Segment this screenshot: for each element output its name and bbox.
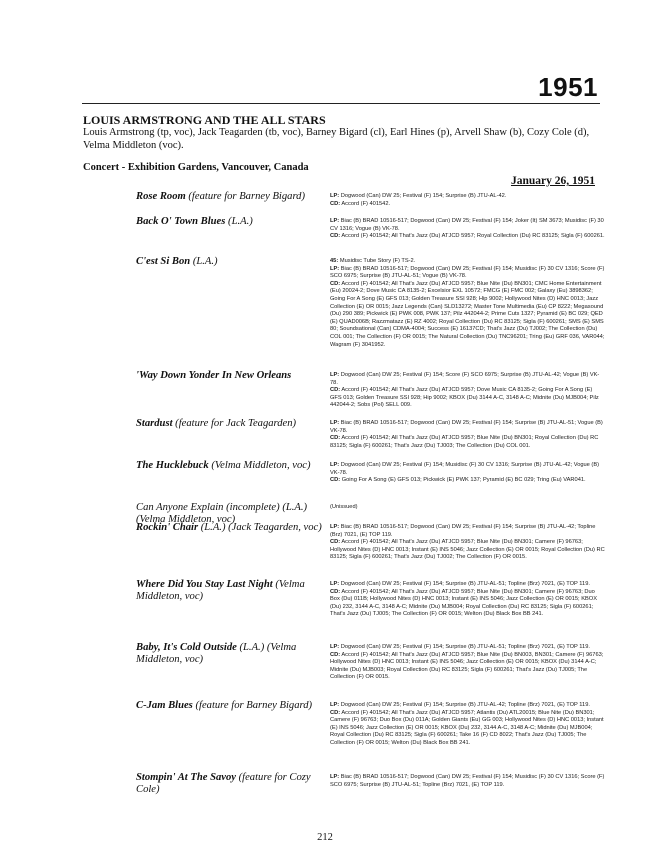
- track-title-block: [136, 418, 334, 430]
- format-label: LP:: [330, 524, 340, 530]
- issue-text: Dogwood (Can) DW 25; Festival (F) 154; Surprise (B) JTU-AL-42; Topline (Brz) 7021, (E) TOP 119.: [340, 702, 590, 708]
- format-label: CD:: [330, 477, 341, 484]
- format-label: CD:: [330, 539, 341, 546]
- issue-line: [330, 702, 605, 710]
- track-title: C-Jam Blues: [136, 700, 193, 711]
- track-title: Stompin' At The Savoy: [136, 772, 236, 783]
- track-title-block: [136, 216, 334, 228]
- format-label: 45:: [330, 258, 339, 264]
- issue-line: [330, 581, 605, 589]
- issue-line: [330, 372, 605, 387]
- issue-text: Accord (F) 401542.: [341, 200, 391, 207]
- issue-text: Biac (B) BRAD 10516-517; Dogwood (Can) DW 25; Festival (F) 154; Musidisc (F) 30 CV 1316; Score (F) SCO 6975; Surprise (B) JTU-AL-51; Vogue (B) VK-78.: [330, 265, 605, 280]
- issue-list: [330, 372, 605, 410]
- issue-line: [330, 218, 605, 233]
- issue-text: Dogwood (Can) DW 25; Festival (F) 154; Surprise (B) JTU-AL-51; Topline (Brz) 7021, (E) TOP 119.: [340, 644, 590, 650]
- track-note: (L.A.): [228, 216, 253, 227]
- format-label: LP:: [330, 193, 340, 199]
- issue-text: Accord (F) 401542; All That's Jazz (Du) ATJCD 5957; Atlantis (Du) ATL20015; Blue Nite (Du) BN301; Camere (F) 96763; Duo Box (Du) 011A; Golden Giants (Eu) GG 003; Hollywood Nites (D) HNC 0013; Instant (E) INS 5046; Jazz Collection (E) OR 0015; KBOX (Du) 232, 3144 A-C, 3148 A-C; Midnite (Du) MJB004; Royal Collection (Du) RC 83125; Sigla (F) 600261; Take 16 (F) CD 8022; That's Jazz (Du) TJ005; The Collection (F) OR 0015; Welton (Du) Black Box BB 241.: [330, 709, 604, 746]
- session-date: January 26, 1951: [510, 175, 595, 187]
- issue-list: [330, 193, 605, 208]
- issue-line: [330, 539, 605, 562]
- format-label: CD:: [330, 280, 341, 287]
- track-title-block: [136, 460, 334, 472]
- band-title: LOUIS ARMSTRONG AND THE ALL STARS: [83, 113, 326, 127]
- issue-list: [330, 258, 605, 349]
- issue-text: Biac (B) BRAD 10516-517; Dogwood (Can) DW 25; Festival (F) 154; Musidisc (F) 30 CV 1316; Score (F) SCO 6975; Surprise (B) JTU-AL-51; Topline (Brz) 7021, (E) TOP 119.: [330, 774, 605, 788]
- format-label: LP:: [330, 644, 340, 650]
- issue-line: [330, 387, 605, 410]
- year-heading: 1951: [538, 72, 598, 102]
- issue-line: [330, 504, 605, 512]
- issue-line: [330, 589, 605, 619]
- issue-text: Going For A Song (E) GFS 013; Pickwick (E) PWK 137; Pyramid (E) BC 029; Tring (Eu) VAR041.: [341, 477, 586, 484]
- issue-list: [330, 774, 605, 789]
- format-label: CD:: [330, 651, 341, 658]
- issue-line: [330, 477, 605, 485]
- issue-list: [330, 581, 605, 619]
- track-title-block: [136, 522, 334, 534]
- track-title: 'Way Down Yonder In New Orleans: [136, 370, 292, 381]
- issue-line: [330, 462, 605, 477]
- issue-list: [330, 524, 605, 562]
- issue-line: [330, 652, 605, 682]
- track-note: (feature for Barney Bigard): [188, 191, 306, 202]
- page-number: 212: [317, 832, 333, 843]
- issue-list: [330, 420, 605, 450]
- issue-list: [330, 504, 605, 512]
- issue-text: Biac (B) BRAD 10516-517; Dogwood (Can) DW 25; Festival (F) 154; Surprise (B) JTU-AL-42; Topline (Brz) 7021, (E) TOP 119.: [330, 524, 596, 538]
- track-note: (feature for Cozy Cole): [136, 772, 311, 795]
- issue-line: [330, 266, 605, 281]
- issue-list: [330, 702, 605, 748]
- track-title: Back O' Town Blues: [136, 216, 226, 227]
- issue-list: [330, 644, 605, 682]
- issue-text: Biac (B) BRAD 10516-517; Dogwood (Can) DW 25; Festival (F) 154; Joker (It) SM 3673; Musidisc (F) 30 CV 1316; Vogue (B) VK-78.: [330, 218, 604, 232]
- format-label: CD:: [330, 233, 341, 240]
- track-note: (Velma Middleton, voc): [211, 460, 311, 471]
- issue-line: [330, 233, 605, 241]
- format-label: CD:: [330, 709, 341, 716]
- track-title: Can Anyone Explain (incomplete): [136, 502, 280, 513]
- track-note: (L.A.): [192, 256, 218, 267]
- format-label: CD:: [330, 200, 341, 207]
- track-title-block: [136, 256, 334, 268]
- issue-text: (Unissued): [330, 504, 358, 510]
- issue-text: Dogwood (Can) DW 25; Festival (F) 154; Score (F) SCO 6975; Surprise (B) JTU-AL-42; Vogue (B) VK-78.: [330, 372, 600, 386]
- track-note: (feature for Barney Bigard): [195, 700, 313, 711]
- track-title-block: [136, 191, 334, 203]
- issue-text: Accord (F) 401542; All That's Jazz (Du) ATJCD 5957; Blue Nite (Du) BN301; Camere (F) 96763; Hollywood Nites (D) HNC 0013; Instant (E) INS 5046; Jazz Collection (E) OR 0015; Royal Collection (Du) RC 83125; Sigla (F) 600261; That's Jazz (Du) TJ002; The Collection (F) OR 0015.: [330, 539, 605, 561]
- issue-line: [330, 420, 605, 435]
- issue-text: Dogwood (Can) DW 25; Festival (F) 154; Surprise (B) JTU-AL-51; Topline (Brz) 7021, (E) TOP 119.: [340, 581, 590, 587]
- track-note: (L.A.) (Jack Teagarden, voc): [200, 522, 322, 533]
- track-note: (feature for Jack Teagarden): [175, 418, 297, 429]
- issue-text: Musidisc Tube Story (F) TS-2.: [339, 258, 416, 264]
- header-rule: [82, 103, 600, 104]
- track-title: C'est Si Bon: [136, 256, 191, 267]
- issue-line: [330, 258, 605, 266]
- issue-list: [330, 462, 605, 485]
- track-title: Rockin' Chair: [136, 522, 199, 533]
- issue-line: [330, 435, 605, 450]
- issue-text: Dogwood (Can) DW 25; Festival (F) 154; Musidisc (F) 30 CV 1316; Surprise (B) JTU-AL-42; Vogue (B) VK-78.: [330, 462, 600, 476]
- issue-line: [330, 281, 605, 349]
- issue-text: Biac (B) BRAD 10516-517; Dogwood (Can) DW 25; Festival (F) 154; Surprise (B) JTU-AL-51; Vogue (B) VK-78.: [330, 420, 603, 434]
- format-label: LP:: [330, 581, 340, 587]
- issue-text: Dogwood (Can) DW 25; Festival (F) 154; Surprise (B) JTU-AL-42.: [340, 193, 507, 199]
- format-label: CD:: [330, 387, 341, 394]
- format-label: LP:: [330, 372, 340, 378]
- format-label: LP:: [330, 774, 340, 780]
- personnel-list: Louis Armstrong (tp, voc), Jack Teagarden (tb, voc), Barney Bigard (cl), Earl Hines (p), Arvell Shaw (b), Cozy Cole (d), Velma Middleton (voc).: [83, 127, 590, 151]
- track-title-block: [136, 772, 334, 796]
- format-label: CD:: [330, 435, 341, 442]
- track-note: (L.A.) (Velma Middleton, voc): [136, 502, 308, 525]
- format-label: LP:: [330, 420, 340, 426]
- track-title: Baby, It's Cold Outside: [136, 642, 237, 653]
- track-title: The Hucklebuck: [136, 460, 209, 471]
- issue-text: Accord (F) 401542; All That's Jazz (Du) ATJCD 5957; Royal Collection (Du) RC 83125; Sigla (F) 600261.: [341, 233, 605, 240]
- issue-list: [330, 218, 605, 241]
- issue-line: [330, 193, 605, 201]
- format-label: LP:: [330, 702, 340, 708]
- concert-location: Concert - Exhibition Gardens, Vancouver, Canada: [83, 162, 309, 173]
- track-title-block: [136, 579, 334, 603]
- issue-line: [330, 201, 605, 209]
- issue-line: [330, 524, 605, 539]
- issue-line: [330, 710, 605, 748]
- issue-line: [330, 774, 605, 789]
- track-title: Where Did You Stay Last Night: [136, 579, 273, 590]
- issue-text: Accord (F) 401542; All That's Jazz (Du) ATJCD 5957; Blue Nite (Du) BN003, BN301; Camere (F) 96763; Hollywood Nites (D) HNC 0013; Instant (E) INS 5046; Jazz Collection (E) OR 0015; KBOX (Du) 3144 A-C; Midnite (Du) MJB003; Royal Collection (Du) RC 83125; Sigla (F) 600261; That's Jazz (Du) TJ005; The Collection (F) OR 0015.: [330, 651, 604, 681]
- issue-text: Accord (F) 401542; All That's Jazz (Du) ATJCD 5957; Dove Music CA 8135-2; Going For A Song (E) GFS 013; Golden Treasure SSI 928; Hip 9002; KBOX (Du) 3144 A-C, 3148 A-C; Midnite (Du) MJB004; Pilz 442044-2; Sobs (Pol) SELL 009.: [330, 387, 599, 409]
- track-title-block: [136, 370, 334, 382]
- track-title: Rose Room: [136, 191, 186, 202]
- format-label: LP:: [330, 218, 340, 224]
- format-label: LP:: [330, 462, 340, 468]
- issue-text: Accord (F) 401542; All That's Jazz (Du) ATJCD 5957; Blue Nite (Du) BN301; CMC Home Entertainment (Eu) 20024-2; Dove Music CA 8135-2; Excelsior EXL 10572; FMCG (E) FMC 002; Galaxy (Eu) 3898362; Going For A Song (E) GFS 013; Golden Treasure SSI 928; Hip 9002; Hollywood Nites (D) HNC 0013; Jazz Collection (E) OR 0015; Jazz Legends (Can) SLD13272; Master Tone Multimedia (Eu) CP 8222; Megasound (Du) 290 389; Pickwick (E) PWK 008, PWK 137; Pilz 442044-2; Prime Cuts 1327; Pyramid (E) BC 029; QED (E) QUAD006B; Razzmatazz (E) RZ 4002; Royal Collection (Du) RC 83125; Sigla (F) 600261; SMS (E) SMS 80; Soundsational (Can) CDMA-4004; Success (E) 16137CD; That's Jazz (Du) TJ002; The Collection (Du) COL 001; The Collection (F) OR 0015; The Natural Collection (Du) TNC96201; Tring (Eu) GRF 036, VAR044; Wagram (F) 3041952.: [330, 280, 605, 348]
- track-note: (Velma Middleton, voc): [136, 579, 305, 602]
- issue-text: Accord (F) 401542; All That's Jazz (Du) ATJCD 5957; Blue Nite (Du) BN301; Camere (F) 96763; Duo Box (Du) 011B; Hollywood Nites (D) HNC 0013; Instant (E) INS 5046; Jazz Collection (E) OR 0015; KBOX (Du) 232, 3144 A-C, 3148 A-C; Midnite (Du) MJB004; Royal Collection (Du) RC 83125; Sigla (F) 600261; That's Jazz (Du) TJ005; The Collection (F) OR 0015; Welton (Du) Black Box BB 241.: [330, 588, 597, 618]
- track-title: Stardust: [136, 418, 173, 429]
- track-title-block: [136, 642, 334, 666]
- format-label: CD:: [330, 588, 341, 595]
- track-note: (L.A.) (Velma Middleton, voc): [136, 642, 297, 665]
- issue-text: Accord (F) 401542; All That's Jazz (Du) ATJCD 5957; Blue Nite (Du) BN301; Royal Collection (Du) RC 83125; Sigla (F) 600261; That's Jazz (Du) TJ003; The Collection (Du) COL 001.: [330, 435, 599, 449]
- issue-line: [330, 644, 605, 652]
- track-title-block: [136, 700, 334, 712]
- format-label: LP:: [330, 265, 340, 272]
